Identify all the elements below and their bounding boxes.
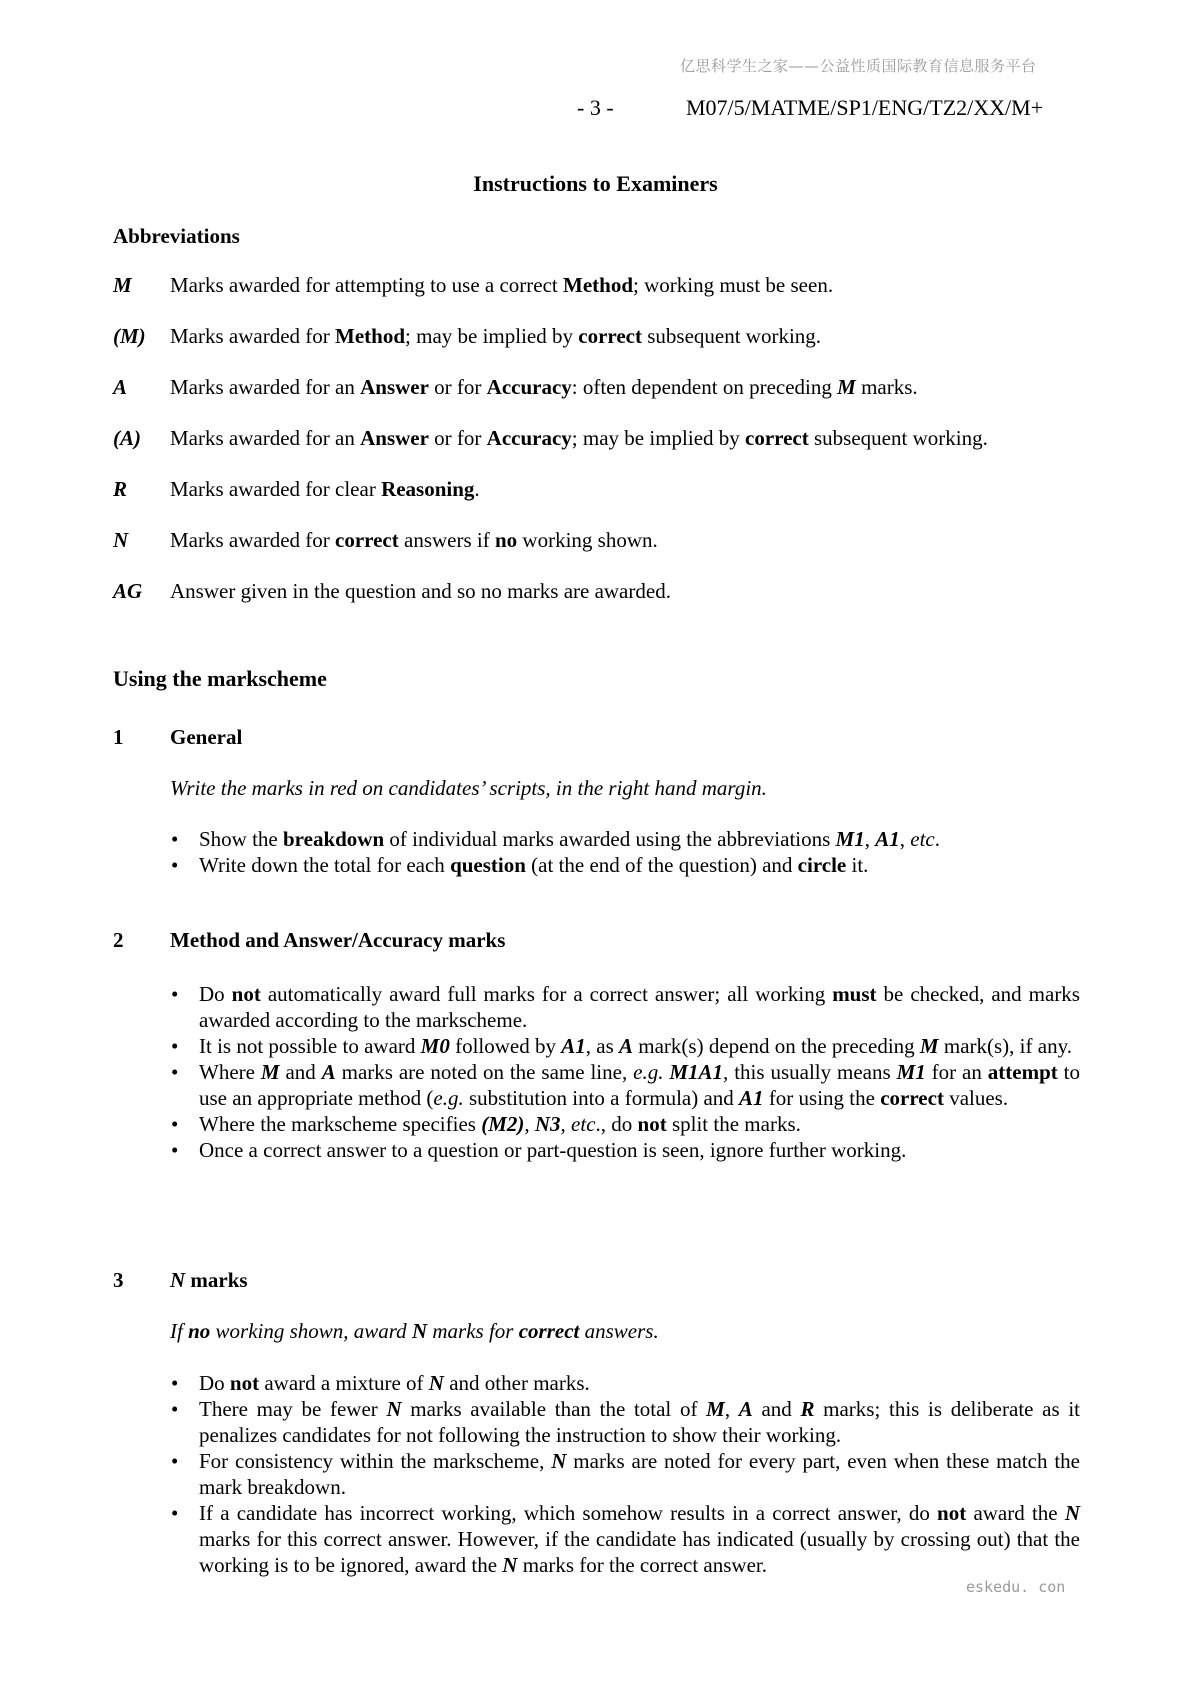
list-item: • Do not automatically award full marks for a correct answer; all working must be checked, and marks awarded according to the markscheme.	[170, 981, 1080, 1033]
bullet-list	[170, 1370, 1080, 1578]
abbrev-symbol: N	[113, 528, 129, 552]
abbrev-description: Answer given in the question and so no marks are awarded.	[170, 579, 671, 603]
bullet-list	[170, 981, 1080, 1163]
section-number: 1	[113, 725, 124, 749]
abbrev-symbol: M	[113, 273, 132, 297]
abbrev-description: Marks awarded for attempting to use a correct Method; working must be seen.	[170, 273, 834, 297]
abbrev-description: Marks awarded for clear Reasoning.	[170, 477, 480, 501]
list-item: • Do not award a mixture of N and other marks.	[170, 1370, 1080, 1396]
section-title: Method and Answer/Accuracy marks	[170, 928, 506, 952]
abbrev-description: Marks awarded for Method; may be implied by correct subsequent working.	[170, 324, 822, 348]
watermark-bottom: eskedu. con	[966, 1578, 1066, 1596]
list-item: • Write down the total for each question (at the end of the question) and circle it.	[170, 852, 1080, 878]
list-item: • For consistency within the markscheme, N marks are noted for every part, even when these match the mark breakdown.	[170, 1448, 1080, 1500]
abbrev-symbol: A	[113, 375, 128, 399]
list-item: • There may be fewer N marks available than the total of M, A and R marks; this is deliberate as it penalizes candidates for not following the instruction to show their working.	[170, 1396, 1080, 1448]
page-title: Instructions to Examiners	[473, 171, 718, 196]
abbrev-symbol: R	[113, 477, 128, 501]
document-code: M07/5/MATME/SP1/ENG/TZ2/XX/M+	[686, 95, 1044, 120]
section-number: 2	[113, 928, 124, 952]
abbrev-symbol: (M)	[113, 324, 146, 348]
list-item: • Show the breakdown of individual marks awarded using the abbreviations M1, A1, etc.	[170, 826, 1080, 852]
list-item: • Where the markscheme specifies (M2), N3, etc., do not split the marks.	[170, 1111, 1080, 1137]
section-instruction: If no working shown, award N marks for correct answers.	[170, 1319, 659, 1343]
watermark-top: 亿思科学生之家——公益性质国际教育信息服务平台	[680, 57, 1037, 75]
section-number: 3	[113, 1268, 124, 1292]
using-markscheme-heading: Using the markscheme	[113, 666, 327, 691]
list-item: • It is not possible to award M0 followed by A1, as A mark(s) depend on the preceding M mark(s), if any.	[170, 1033, 1080, 1059]
abbrev-description: Marks awarded for an Answer or for Accuracy; may be implied by correct subsequent working.	[170, 426, 988, 450]
abbrev-symbol: (A)	[113, 426, 141, 450]
list-item: • Where M and A marks are noted on the same line, e.g. M1A1, this usually means M1 for an attempt to use an appropriate method (e.g. substitution into a formula) and A1 for using the correct values.	[170, 1059, 1080, 1111]
abbrev-description: Marks awarded for correct answers if no working shown.	[170, 528, 658, 552]
abbrev-description: Marks awarded for an Answer or for Accuracy: often dependent on preceding M marks.	[170, 375, 918, 399]
bullet-list	[170, 826, 1080, 878]
list-item: • Once a correct answer to a question or part-question is seen, ignore further working.	[170, 1137, 1080, 1163]
abbrev-symbol: AG	[113, 579, 143, 603]
section-instruction: Write the marks in red on candidates’ scripts, in the right hand margin.	[170, 776, 767, 800]
abbreviations-heading: Abbreviations	[113, 224, 240, 248]
section-title: N marks	[170, 1268, 248, 1292]
page-number: - 3 -	[577, 95, 614, 120]
list-item: • If a candidate has incorrect working, which somehow results in a correct answer, do not award the N marks for this correct answer. However, if the candidate has indicated (usually by crossing out) that the working is to be ignored, award the N marks for the correct answer.	[170, 1500, 1080, 1578]
section-title: General	[170, 725, 243, 749]
